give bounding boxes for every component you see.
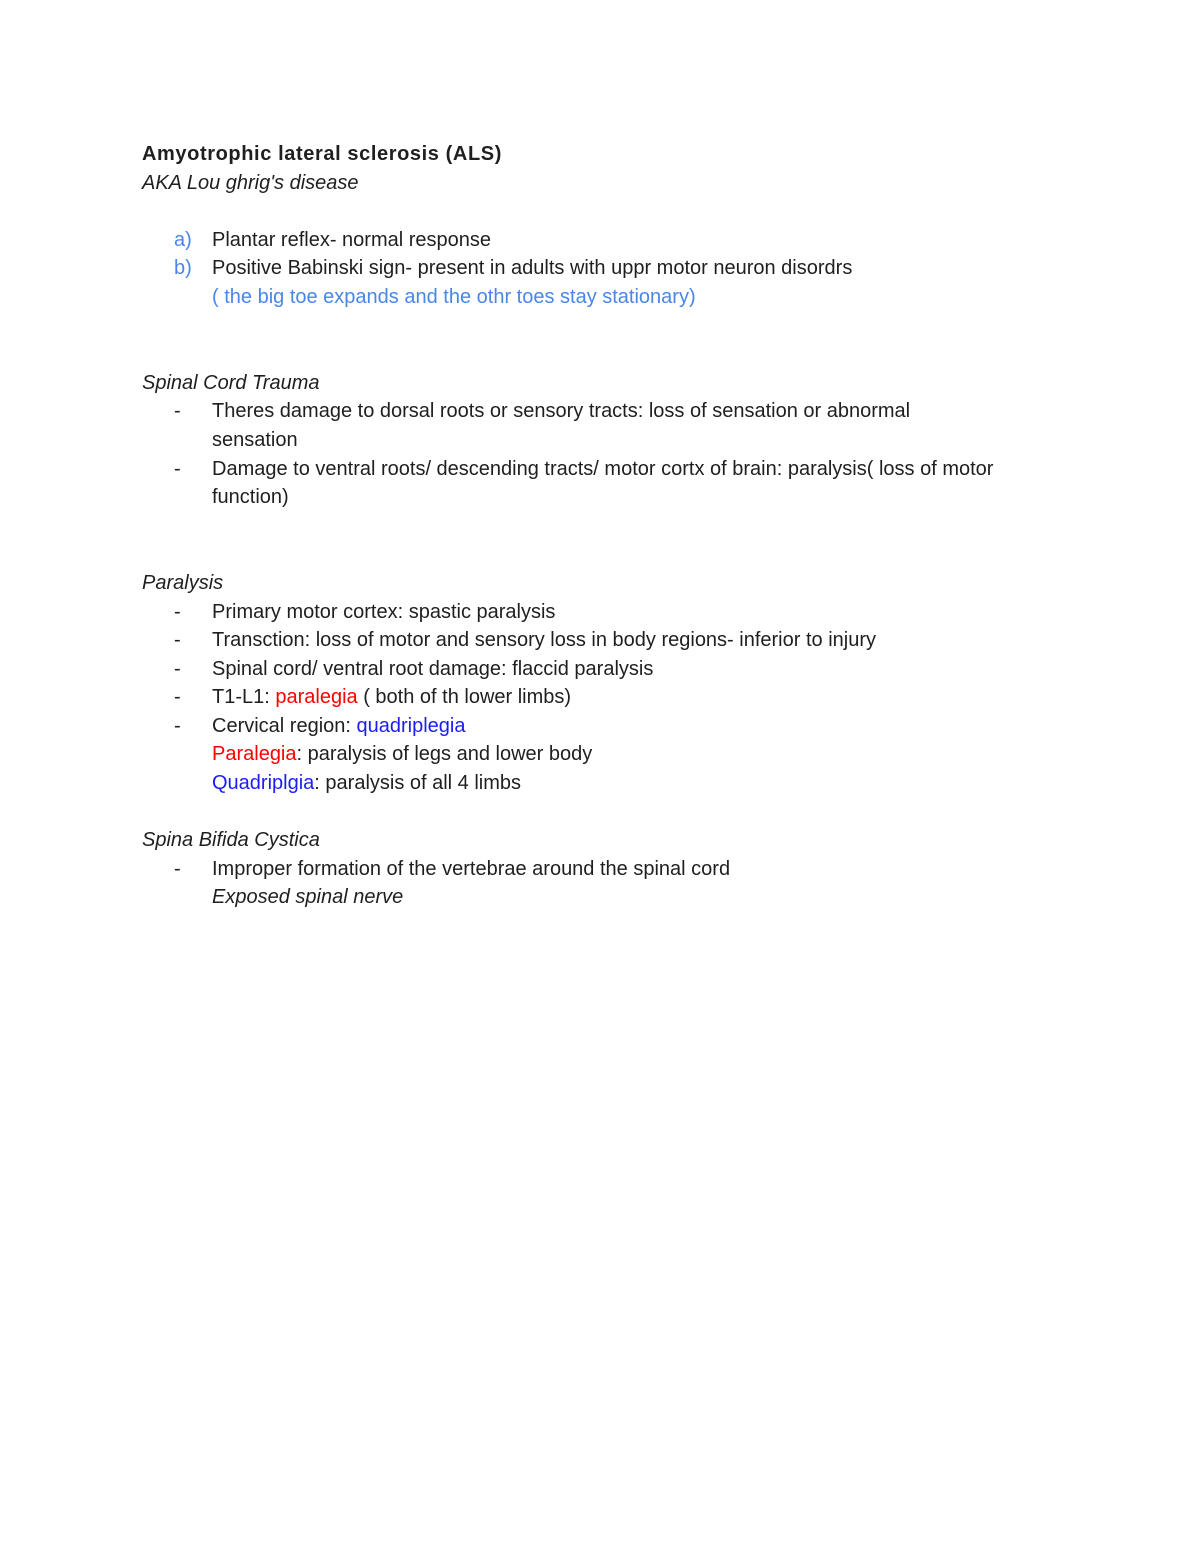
list-marker: - xyxy=(174,857,181,880)
definition-term: Quadriplgia xyxy=(212,772,315,795)
list-item xyxy=(142,655,1082,684)
list-item-continuation: function) xyxy=(212,486,289,509)
section-heading: Paralysis xyxy=(142,571,224,594)
list-marker: b) xyxy=(174,257,192,280)
definition-quadriplegia xyxy=(142,769,1082,798)
spacer xyxy=(142,798,1082,827)
definition-term: Paralegia xyxy=(212,743,297,766)
t1-suffix: ( both of th lower limbs) xyxy=(357,686,572,709)
list-item-text: Transction: loss of motor and sensory loss in body regions- inferior to injury xyxy=(212,629,876,652)
quadriplegia-term: quadriplegia xyxy=(356,714,466,737)
paralegia-term: paralegia xyxy=(275,686,358,709)
list-item-text xyxy=(212,712,1082,741)
list-item-text: Spinal cord/ ventral root damage: flaccid paralysis xyxy=(212,657,654,680)
list-item-text: Damage to ventral roots/ descending tracts/ motor cortx of brain: paralysis( loss of motor xyxy=(212,457,994,480)
list-item xyxy=(142,397,1082,426)
list-item-text: Plantar reflex- normal response xyxy=(212,228,492,251)
list-marker: - xyxy=(174,714,181,737)
list-marker: a) xyxy=(174,228,192,251)
list-marker: - xyxy=(174,457,181,480)
definition-paralegia xyxy=(142,740,1082,769)
list-item-continuation: sensation xyxy=(212,428,298,451)
section-heading: Spina Bifida Cystica xyxy=(142,829,320,852)
spacer xyxy=(142,540,1082,569)
cervical-prefix: Cervical region: xyxy=(212,714,357,737)
page-title: Amyotrophic lateral sclerosis (ALS) xyxy=(142,143,502,165)
spacer xyxy=(142,312,1082,341)
list-item xyxy=(142,626,1082,655)
spacer xyxy=(142,197,1082,226)
definition-text: : paralysis of all 4 limbs xyxy=(314,772,522,795)
section-heading: Spinal Cord Trauma xyxy=(142,371,320,394)
spina-note: Exposed spinal nerve xyxy=(212,886,404,909)
list-item-text: Primary motor cortex: spastic paralysis xyxy=(212,600,556,623)
list-item xyxy=(142,455,1082,484)
list-item xyxy=(142,683,1082,712)
list-item-text: Positive Babinski sign- present in adults with uppr motor neuron disordrs xyxy=(212,257,853,280)
list-item-text xyxy=(212,683,1082,712)
t1-prefix: T1-L1: xyxy=(212,686,276,709)
list-item xyxy=(142,254,1082,283)
list-item xyxy=(142,855,1082,884)
spacer xyxy=(142,512,1082,541)
list-marker: - xyxy=(174,686,181,709)
list-marker: - xyxy=(174,629,181,652)
list-item xyxy=(142,226,1082,255)
document-content xyxy=(142,140,1082,912)
definition-text: : paralysis of legs and lower body xyxy=(296,743,593,766)
list-marker: - xyxy=(174,657,181,680)
list-item xyxy=(142,598,1082,627)
list-item xyxy=(142,712,1082,741)
list-marker: - xyxy=(174,400,181,423)
list-item-text: Improper formation of the vertebrae around the spinal cord xyxy=(212,857,731,880)
spacer xyxy=(142,340,1082,369)
list-marker: - xyxy=(174,600,181,623)
list-item-text: Theres damage to dorsal roots or sensory tracts: loss of sensation or abnormal xyxy=(212,400,911,423)
als-note: ( the big toe expands and the othr toes stay stationary) xyxy=(212,285,696,308)
page-subtitle: AKA Lou ghrig's disease xyxy=(142,171,359,194)
